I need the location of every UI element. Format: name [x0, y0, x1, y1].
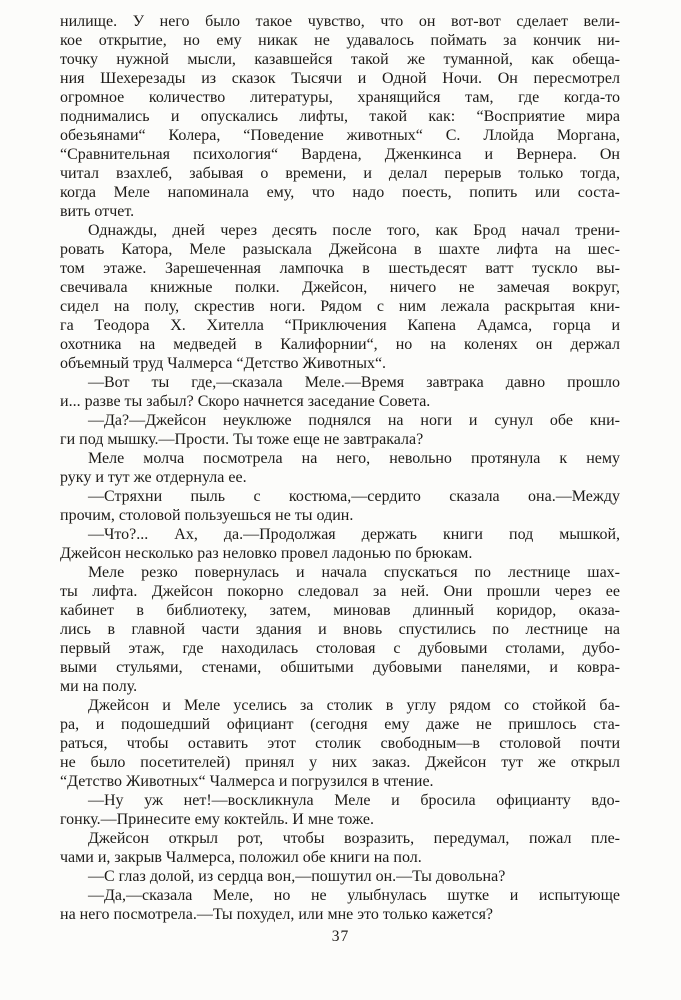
- paragraph: [60, 487, 620, 525]
- text-line: —Стряхни пыль с костюма,—сердито сказала она.—Между: [88, 488, 620, 505]
- text-line: свечивала книжные полки. Джейсон, ничего не замечая вокруг,: [60, 279, 620, 296]
- text-line: Однажды, дней через десять после того, как Брод начал трени-: [88, 222, 620, 239]
- paragraph: [60, 449, 620, 487]
- paragraph: [60, 411, 620, 449]
- paragraph: [60, 525, 620, 563]
- text-line: прочим, столовой пользуешься не ты один.: [60, 507, 354, 524]
- paragraph: [60, 563, 620, 696]
- text-line: первый этаж, где находилась столовая с дубовыми столами, дубо-: [60, 640, 620, 657]
- text-line: —С глаз долой, из сердца вон,—пошутил он.—Ты довольна?: [88, 868, 506, 885]
- paragraph: [60, 12, 620, 221]
- text-line: ты лифта. Джейсон покорно следовал за ней. Они прошли через ее: [60, 583, 620, 600]
- text-line: ровать Катора, Меле разыскала Джейсона в шахте лифта на шес-: [60, 241, 620, 258]
- text-line: кое открытие, но ему никак не удавалось поймать за кончик ни-: [60, 32, 620, 49]
- text-line: объемный труд Чалмерса “Детство Животных“.: [60, 355, 387, 372]
- text-line: поднимались и опускались лифты, такой как: “Восприятие мира: [60, 108, 620, 125]
- text-line: лись в главной части здания и вновь спустились по лестнице на: [60, 621, 620, 638]
- text-line: Джейсон и Меле уселись за столик в углу рядом со стойкой ба-: [88, 697, 620, 714]
- text-line: ми на полу.: [60, 678, 138, 695]
- text-block: [60, 12, 620, 924]
- text-line: не было посетителей) принял у них заказ. Джейсон тут же открыл: [60, 754, 620, 771]
- text-line: Джейсон открыл рот, чтобы возразить, передумал, пожал пле-: [88, 830, 620, 847]
- text-line: гонку.—Принесите ему коктейль. И мне тоже.: [60, 811, 374, 828]
- paragraph: [60, 221, 620, 373]
- text-line: кабинет в библиотеку, затем, миновав длинный коридор, оказа-: [60, 602, 620, 619]
- text-line: точку нужной мысли, казавшейся такой же туманной, как обеща-: [60, 51, 620, 68]
- page-number: 37: [331, 928, 350, 945]
- text-line: обезьянами“ Колера, “Поведение животных“ С. Ллойда Моргана,: [60, 127, 620, 144]
- text-line: читал взахлеб, забывая о времени, и делал перерыв только тогда,: [60, 165, 620, 182]
- text-line: га Теодора Х. Хителла “Приключения Капена Адамса, горца и: [60, 317, 620, 334]
- text-line: ра, и подошедший официант (сегодня ему даже не пришлось ста-: [60, 716, 620, 733]
- text-line: когда Меле напоминала ему, что надо поесть, попить или соста-: [60, 184, 620, 201]
- text-line: Джейсон несколько раз неловко провел ладонью по брюкам.: [60, 545, 473, 562]
- text-line: охотника на медведей в Калифорнии“, но на коленях он держал: [60, 336, 620, 353]
- text-line: вить отчет.: [60, 203, 135, 220]
- text-line: руку и тут же отдернула ее.: [60, 469, 247, 486]
- paragraph: [60, 886, 620, 924]
- text-line: Меле молча посмотрела на него, невольно протянула к нему: [88, 450, 620, 467]
- text-line: —Ну уж нет!—воскликнула Меле и бросила официанту вдо-: [88, 792, 620, 809]
- text-line: “Детство Животных“ Чалмерса и погрузился в чтение.: [60, 773, 434, 790]
- paragraph: [60, 867, 620, 886]
- text-line: и... разве ты забыл? Скоро начнется заседание Совета.: [60, 393, 431, 410]
- paragraph: [60, 373, 620, 411]
- text-line: ния Шехерезады из сказок Тысячи и Одной Ночи. Он пересмотрел: [60, 70, 620, 87]
- text-line: чами и, закрыв Чалмерса, положил обе книги на пол.: [60, 849, 422, 866]
- text-line: огромное количество литературы, хранящийся там, где когда-то: [60, 89, 620, 106]
- text-line: ги под мышку.—Прости. Ты тоже еще не завтракала?: [60, 431, 424, 448]
- paragraph: [60, 791, 620, 829]
- text-line: —Что?... Ах, да.—Продолжая держать книги под мышкой,: [88, 526, 620, 543]
- text-line: Меле резко повернулась и начала спускаться по лестнице шах-: [88, 564, 620, 581]
- paragraph: [60, 829, 620, 867]
- text-line: сидел на полу, скрестив ноги. Рядом с ним лежала раскрытая кни-: [60, 298, 620, 315]
- text-line: —Да,—сказала Меле, но не улыбнулась шутке и испытующе: [88, 887, 620, 904]
- text-line: раться, чтобы оставить этот столик свободным—в столовой почти: [60, 735, 620, 752]
- text-line: выми стульями, стенами, обшитыми дубовыми панелями, и ковра-: [60, 659, 620, 676]
- paragraph: [60, 696, 620, 791]
- text-line: “Сравнительная психология“ Вардена, Дженкинса и Вернера. Он: [60, 146, 620, 163]
- text-line: нилище. У него было такое чувство, что он вот-вот сделает вели-: [60, 13, 620, 30]
- text-line: на него посмотрела.—Ты похудел, или мне это только кажется?: [60, 906, 494, 923]
- text-line: том этаже. Зарешеченная лампочка в шестьдесят ватт тускло вы-: [60, 260, 620, 277]
- text-line: —Да?—Джейсон неуклюже поднялся на ноги и сунул обе кни-: [88, 412, 620, 429]
- text-line: —Вот ты где,—сказала Меле.—Время завтрака давно прошло: [88, 374, 620, 391]
